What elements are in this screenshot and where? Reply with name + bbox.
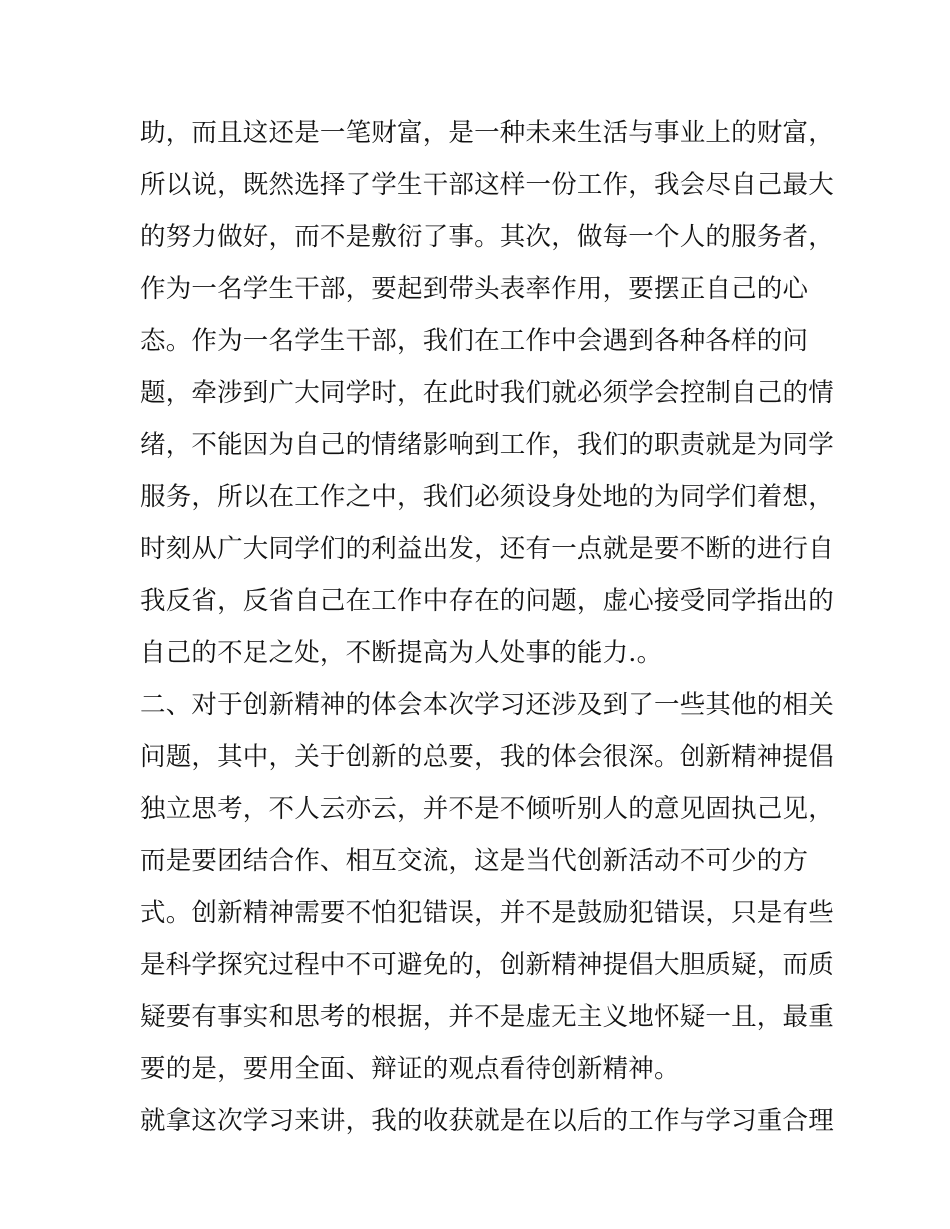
text-line-9: 时刻从广大同学们的利益出发，还有一点就是要不断的进行自: [140, 534, 834, 564]
text-line-8: 服务，所以在工作之中，我们必须设身处地的为同学们着想，: [140, 482, 834, 512]
text-line-5: 态。作为一名学生干部，我们在工作中会遇到各种各样的问: [140, 326, 809, 356]
text-line-19: 要的是，要用全面、辩证的观点看待创新精神。: [140, 1054, 680, 1084]
text-line-14: 独立思考，不人云亦云，并不是不倾听别人的意见固执己见，: [140, 794, 834, 824]
text-line-13: 问题，其中，关于创新的总要，我的体会很深。创新精神提倡: [140, 742, 834, 772]
text-line-18: 疑要有事实和思考的根据，并不是虚无主义地怀疑一且，最重: [140, 1002, 834, 1032]
text-line-11: 自己的不足之处，不断提高为人处事的能力.。: [140, 638, 663, 668]
text-line-6: 题，牵涉到广大同学时，在此时我们就必须学会控制自己的情: [140, 378, 834, 408]
text-line-7: 绪，不能因为自己的情绪影响到工作，我们的职责就是为同学: [140, 430, 834, 460]
text-line-1: 助，而且这还是一笔财富，是一种未来生活与事业上的财富，: [140, 118, 834, 148]
text-line-3: 的努力做好，而不是敷衍了事。其次，做每一个人的服务者，: [140, 222, 834, 252]
body-text: [140, 107, 834, 1147]
text-line-12: 二、对于创新精神的体会本次学习还涉及到了一些其他的相关: [140, 690, 834, 720]
text-line-20: 就拿这次学习来讲，我的收获就是在以后的工作与学习重合理: [140, 1106, 834, 1136]
text-line-17: 是科学探究过程中不可避免的，创新精神提倡大胆质疑，而质: [140, 950, 834, 980]
text-line-15: 而是要团结合作、相互交流，这是当代创新活动不可少的方: [140, 846, 809, 876]
text-line-4: 作为一名学生干部，要起到带头表率作用，要摆正自己的心: [140, 274, 809, 304]
text-line-2: 所以说，既然选择了学生干部这样一份工作，我会尽自己最大: [140, 170, 834, 200]
text-line-10: 我反省，反省自己在工作中存在的问题，虚心接受同学指出的: [140, 586, 834, 616]
text-line-16: 式。创新精神需要不怕犯错误，并不是鼓励犯错误，只是有些: [140, 898, 834, 928]
